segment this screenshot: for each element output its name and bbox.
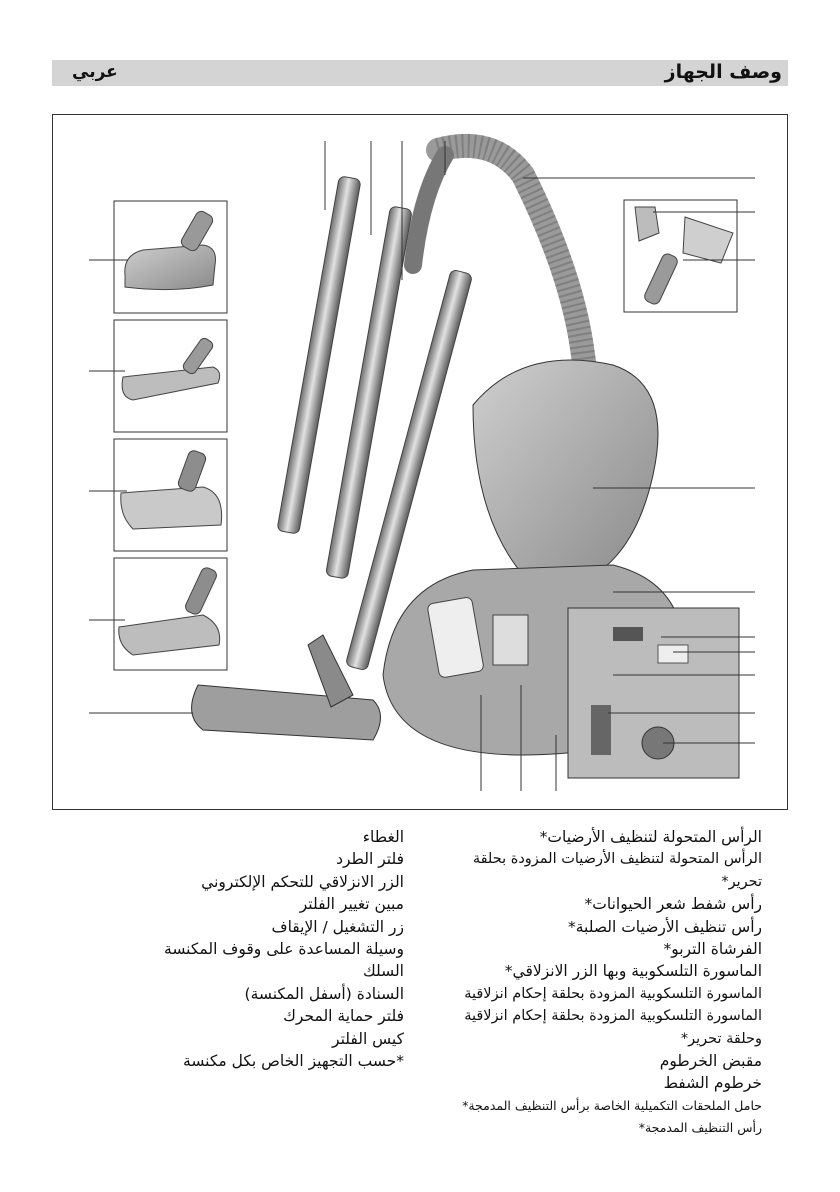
description-item: فلتر حماية المحرك (283, 1007, 404, 1026)
description-item: زر التشغيل / الإيقاف (271, 917, 404, 936)
description-item: تحرير* (721, 873, 762, 890)
description-item: مقبض الخرطوم (659, 1052, 762, 1071)
detail-inset-panel (568, 608, 739, 778)
description-item: الماسورة التلسكوبية المزودة بحلقة إحكام انزلاقية (464, 1008, 762, 1025)
description-item: السلك (362, 962, 404, 981)
appliance-diagram (52, 114, 788, 810)
description-item: الرأس المتحولة لتنظيف الأرضيات المزودة بحلقة (472, 851, 762, 868)
language-label: عربي (72, 62, 118, 82)
description-item: الماسورة التلسكوبية المزودة بحلقة إحكام انزلاقية (464, 985, 762, 1002)
accessory-box-turbo-brush (114, 558, 227, 670)
accessory-box-floor-nozzle-release (114, 320, 227, 432)
description-item: الزر الانزلاقي للتحكم الإلكتروني (201, 872, 404, 891)
description-item: الفرشاة التربو* (663, 940, 762, 959)
description-item: مبين تغيير الفلتر (299, 895, 404, 914)
description-item: رأس شفط شعر الحيوانات* (584, 895, 762, 914)
description-item: الرأس المتحولة لتنظيف الأرضيات* (539, 828, 762, 846)
description-item: الماسورة التلسكوبية وبها الزر الانزلاقي* (504, 962, 762, 981)
description-item: خرطوم الشفط (663, 1074, 762, 1093)
description-item: رأس تنظيف الأرضيات الصلبة* (567, 917, 762, 936)
description-list-right (402, 826, 762, 1140)
description-item: *حسب التجهيز الخاص بكل مكنسة (183, 1052, 404, 1071)
description-item: حامل الملحقات التكميلية الخاصة برأس التنظيف المدمجة* (462, 1097, 762, 1113)
page-title: وصف الجهاز (664, 61, 782, 83)
description-item: وحلقة تحرير* (680, 1030, 762, 1047)
description-item: وسيلة المساعدة على وقوف المكنسة (164, 940, 404, 959)
description-item: السنادة (أسفل المكنسة) (244, 984, 404, 1003)
accessory-box-upholstery-nozzle (624, 200, 737, 312)
description-item: الغطاء (362, 828, 404, 846)
description-item: كيس الفلتر (332, 1029, 404, 1048)
accessory-box-pet-hair-nozzle (114, 439, 227, 551)
description-item: رأس التنظيف المدمجة* (638, 1120, 762, 1136)
accessory-box-convertible-nozzle (114, 201, 227, 313)
description-item: فلتر الطرد (336, 850, 404, 869)
description-list-left (104, 826, 404, 1072)
section-header-bar (52, 60, 788, 86)
